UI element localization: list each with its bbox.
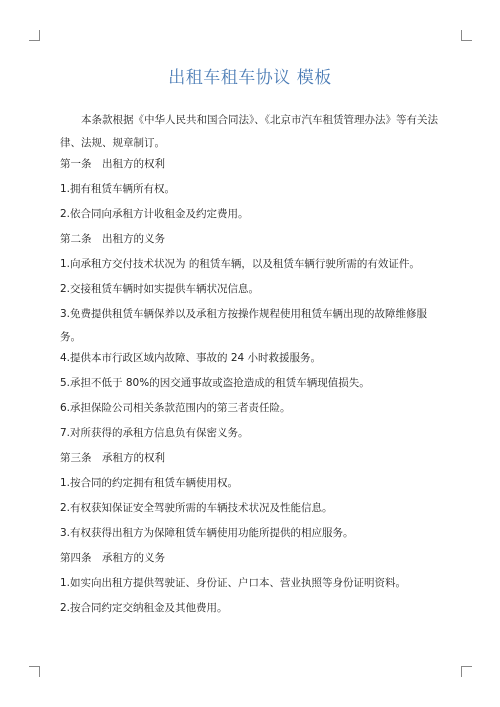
- clause-item: 7.对所获得的承租方信息负有保密义务。: [60, 427, 249, 439]
- clause-item: 1.如实向出租方提供驾驶证、身份证、户口本、营业执照等身份证明资料。: [60, 577, 407, 589]
- corner-mark-bottom-right: [461, 666, 472, 677]
- clause-item: 5.承担不低于 80%的因交通事故或盗抢造成的租赁车辆现值损失。: [60, 377, 370, 389]
- clause-item: 6.承担保险公司相关条款范围内的第三者责任险。: [60, 402, 291, 414]
- document-title: 出租车租车协议 模板: [168, 68, 332, 88]
- section-heading: 第二条 出租方的义务: [60, 233, 165, 245]
- intro-paragraph: 本条款根据《中华人民共和国合同法》、《北京市汽车租赁管理办法》等有关法律、法规、规章制订。: [60, 114, 438, 149]
- section-heading: 第一条 出租方的权利: [60, 158, 165, 170]
- clause-item: 4.提供本市行政区域内故障、事故的 24 小时救援服务。: [60, 352, 322, 364]
- corner-mark-top-right: [461, 30, 472, 41]
- clause-item: 1.拥有租赁车辆所有权。: [60, 183, 176, 195]
- clause-item: 2.交接租赁车辆时如实提供车辆状况信息。: [60, 283, 260, 295]
- clause-item: 3.免费提供租赁车辆保养以及承租方按操作规程使用租赁车辆出现的故障维修服务。: [60, 308, 428, 343]
- clause-item: 3.有权获得出租方为保障租赁车辆使用功能所提供的相应服务。: [60, 527, 354, 539]
- clause-item: 2.有权获知保证安全驾驶所需的车辆技术状况及性能信息。: [60, 502, 333, 514]
- corner-mark-top-left: [29, 30, 40, 41]
- corner-mark-bottom-left: [29, 666, 40, 677]
- clause-item: 2.依合同向承租方计收租金及约定费用。: [60, 208, 249, 220]
- clause-item: 1.按合同的约定拥有租赁车辆使用权。: [60, 477, 239, 489]
- clause-item: 1.向承租方交付技术状况为 的租赁车辆，以及租赁车辆行驶所需的有效证件。: [60, 258, 420, 270]
- document-body: [60, 114, 440, 627]
- section-heading: 第四条 承租方的义务: [60, 552, 165, 564]
- section-heading: 第三条 承租方的权利: [60, 452, 165, 464]
- clause-item: 2.按合同约定交纳租金及其他费用。: [60, 602, 228, 614]
